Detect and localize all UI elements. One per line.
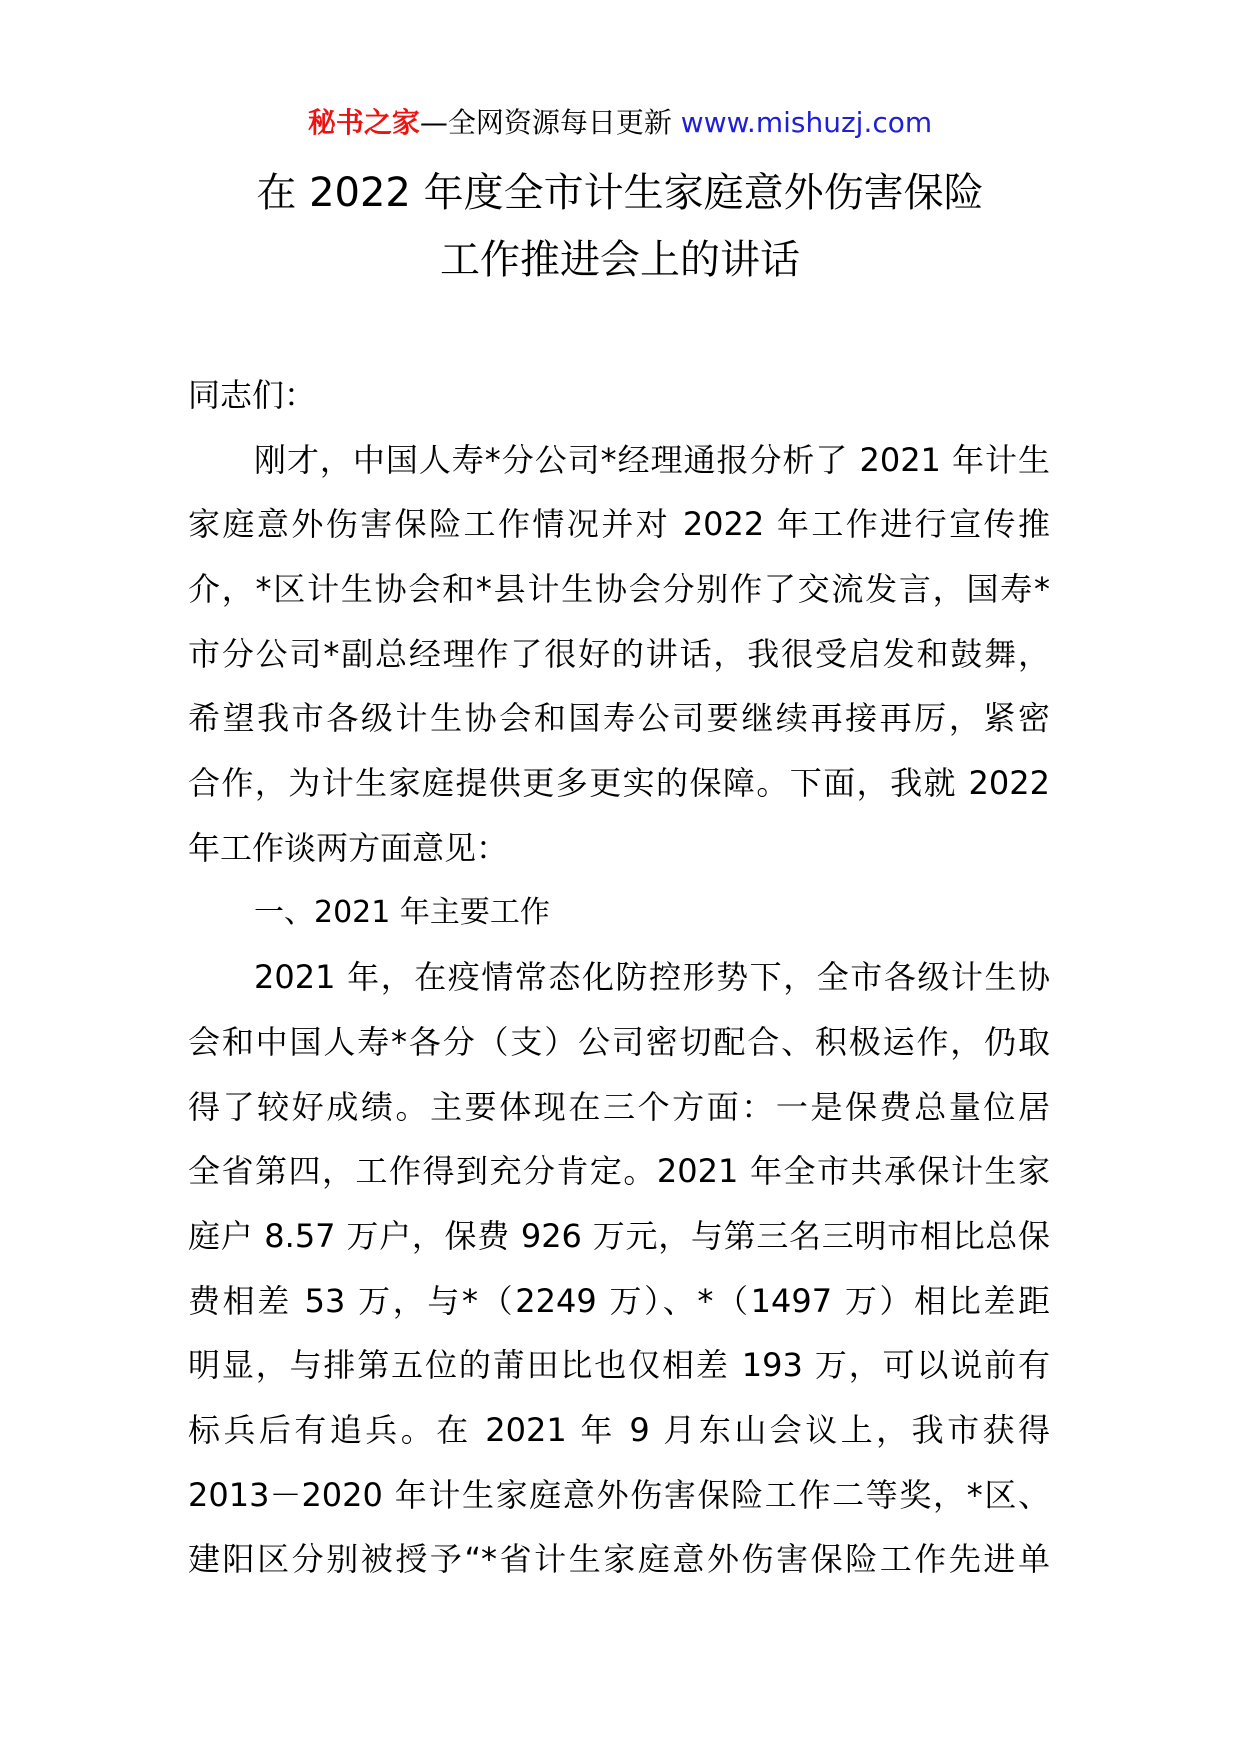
site-url-link[interactable]: www.mishuzj.com (680, 106, 933, 139)
paragraph-line: 介，*区计生协会和*县计生协会分别作了交流发言，国寿* (188, 570, 1050, 609)
paragraph-line: 建阳区分别被授予“*省计生家庭意外伤害保险工作先进单 (188, 1540, 1050, 1579)
paragraph-line: 全省第四，工作得到充分肯定。2021 年全市共承保计生家 (188, 1152, 1050, 1191)
section-heading: 一、2021 年主要工作 (254, 894, 550, 930)
paragraph-line: 市分公司*副总经理作了很好的讲话，我很受启发和鼓舞， (188, 634, 1050, 673)
paragraph-line: 费相差 53 万，与*（2249 万）、*（1497 万）相比差距 (188, 1281, 1050, 1320)
brand-name: 秘书之家 (307, 106, 420, 139)
paragraph-line: 年工作谈两方面意见： (188, 828, 509, 867)
paragraph-line: 希望我市各级计生协会和国寿公司要继续再接再厉，紧密 (188, 699, 1050, 738)
paragraph-line: 家庭意外伤害保险工作情况并对 2022 年工作进行宣传推 (188, 505, 1050, 544)
document-body (188, 363, 1050, 1592)
paragraph-line: 庭户 8.57 万户，保费 926 万元，与第三名三明市相比总保 (188, 1216, 1050, 1255)
paragraph-line: 2013－2020 年计生家庭意外伤害保险工作二等奖，*区、 (188, 1475, 1050, 1514)
document-title-line-1: 在 2022 年度全市计生家庭意外伤害保险 (256, 170, 984, 216)
paragraph-line: 标兵后有追兵。在 2021 年 9 月东山会议上，我市获得 (188, 1411, 1050, 1449)
paragraph-line: 合作，为计生家庭提供更多更实的保障。下面，我就 2022 (188, 764, 1050, 803)
paragraph-line: 得了较好成绩。主要体现在三个方面：一是保费总量位居 (188, 1087, 1050, 1126)
paragraph-line: 2021 年，在疫情常态化防控形势下，全市各级计生协 (254, 958, 1050, 997)
salutation: 同志们： (188, 376, 317, 414)
document-title-line-2: 工作推进会上的讲话 (440, 237, 800, 283)
header-tagline: —全网资源每日更新 (419, 106, 672, 139)
paragraph-line: 刚才，中国人寿*分公司*经理通报分析了 2021 年计生 (254, 440, 1050, 479)
paragraph-line: 明显，与排第五位的莆田比也仅相差 193 万，可以说前有 (188, 1346, 1050, 1385)
paragraph-line: 会和中国人寿*各分（支）公司密切配合、积极运作，仍取 (188, 1022, 1050, 1061)
site-header (0, 103, 1240, 143)
